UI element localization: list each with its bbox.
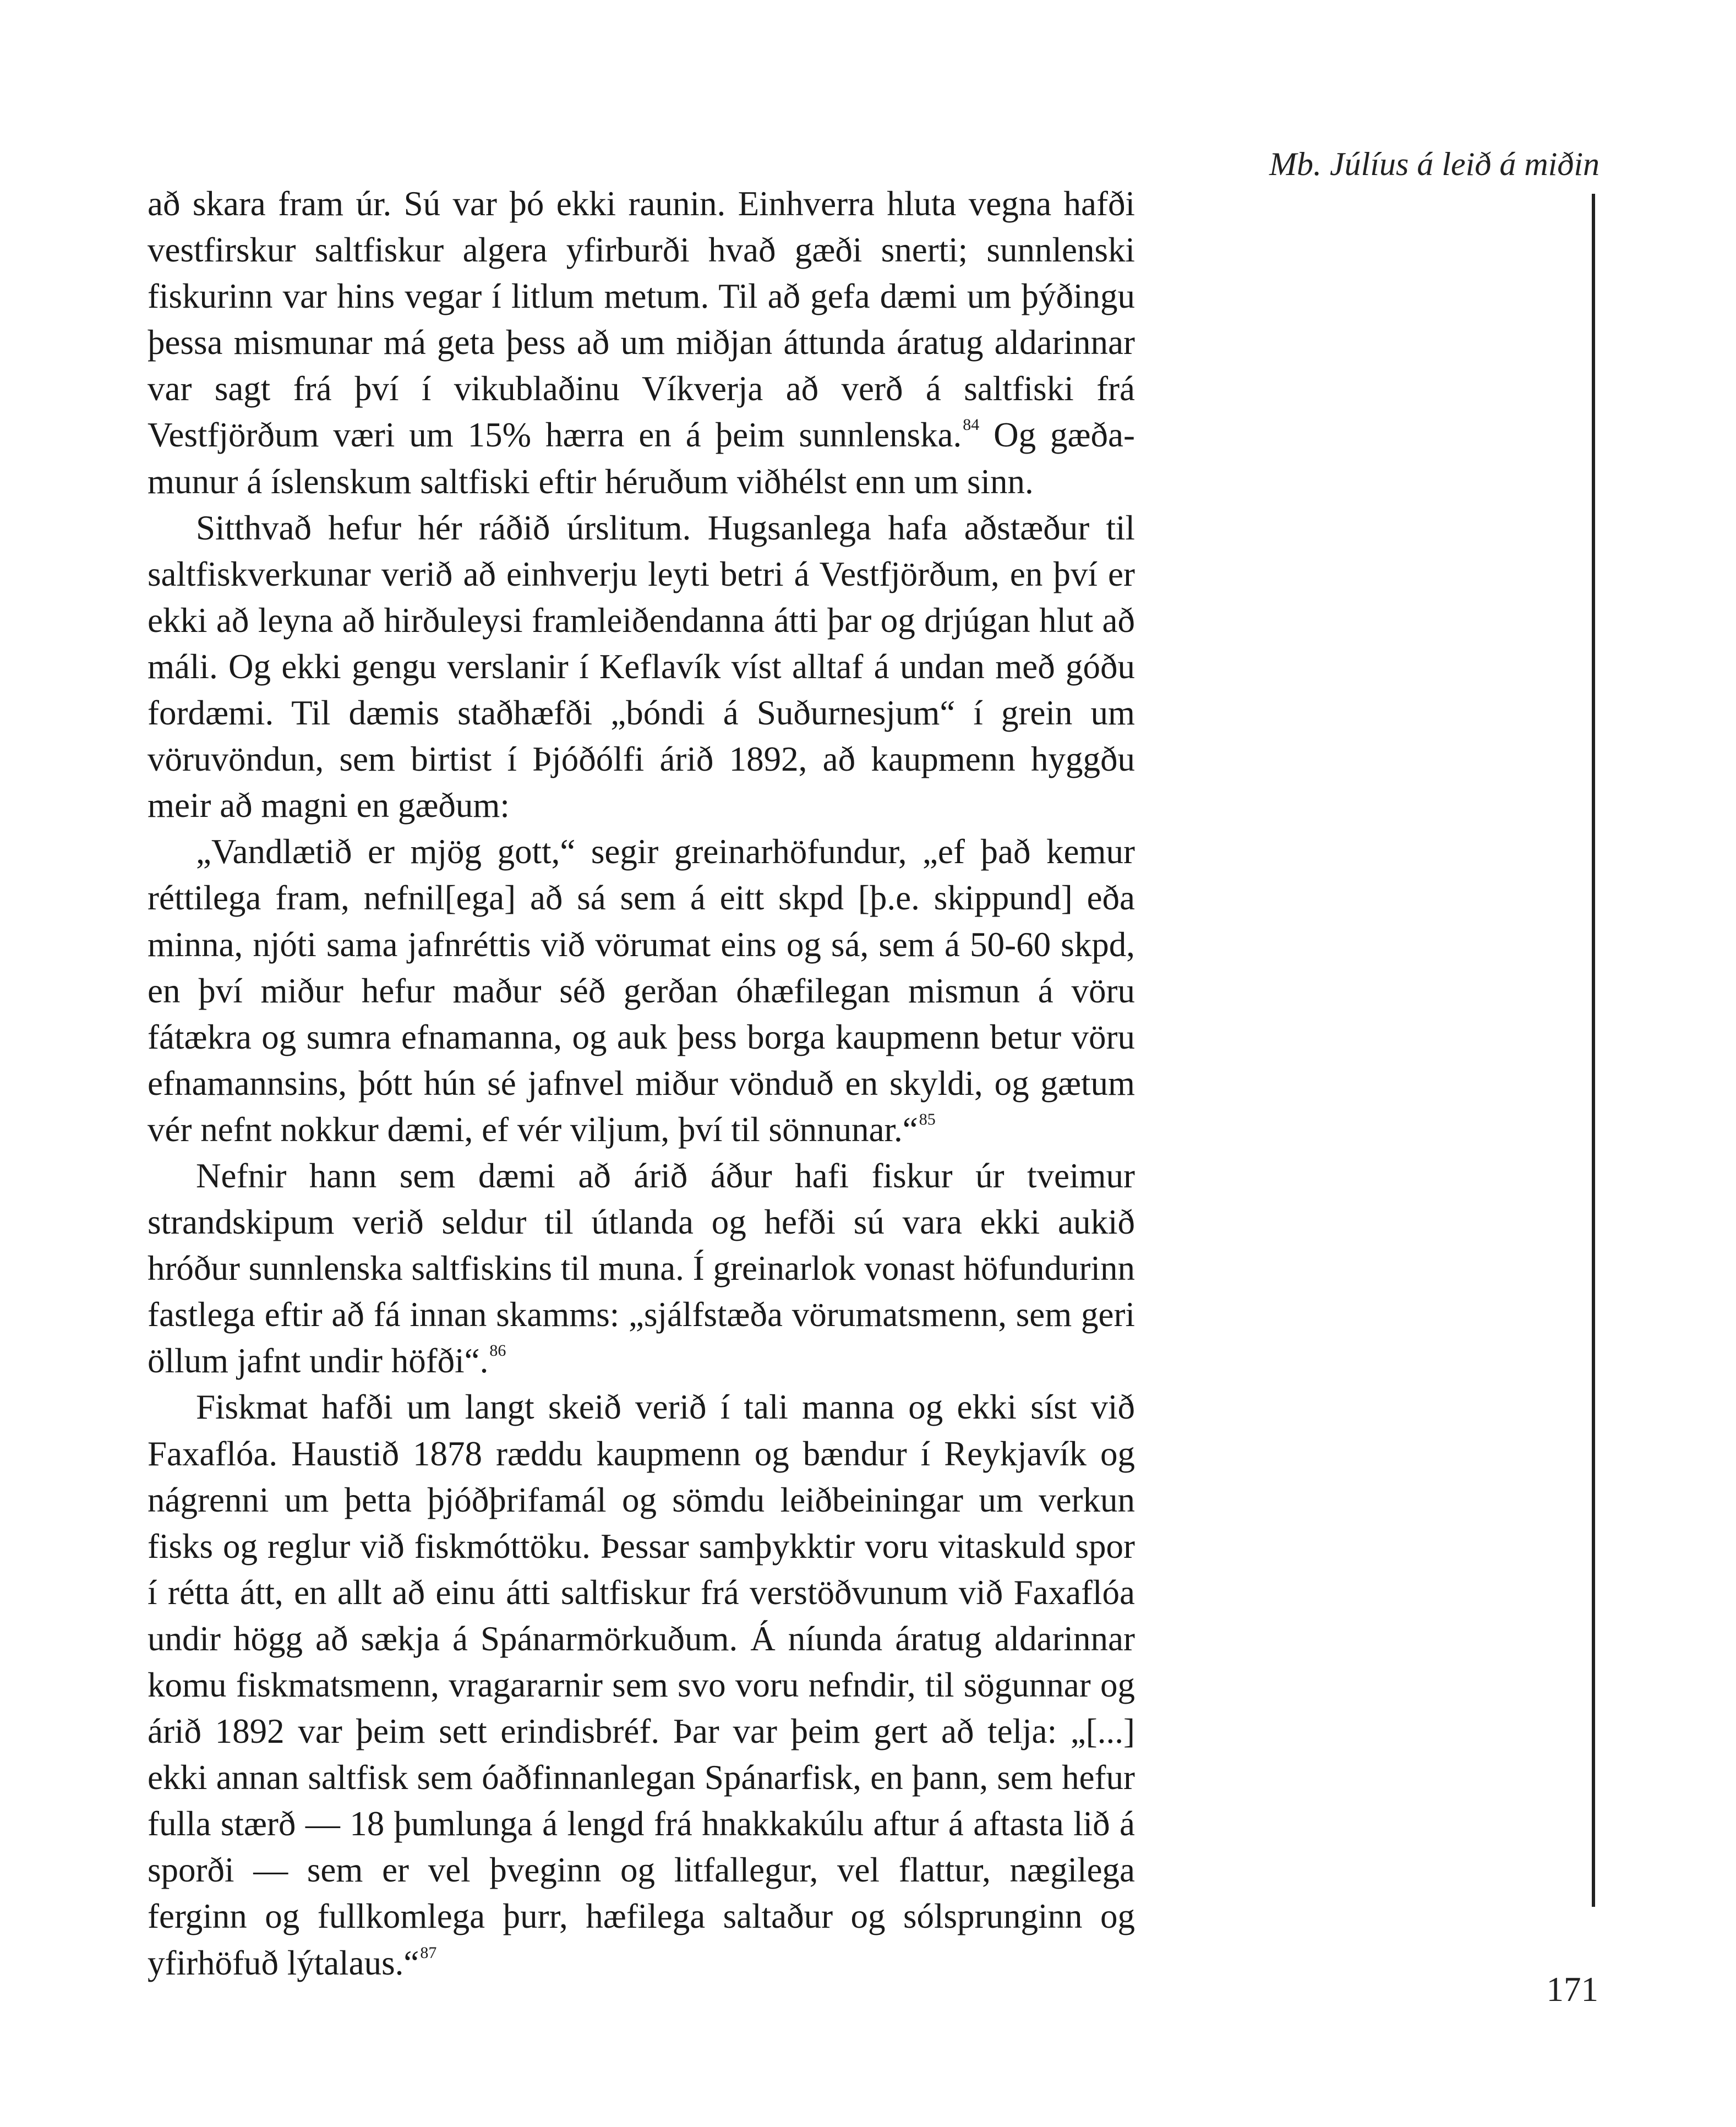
paragraph-4-text: Nefnir hann sem dæmi að árið áður hafi fiskur úr tveimur strandskipum verið seldur til útlanda og hefði sú vara ekki aukið hróður sunnlenska saltfiskins til muna. Í greinarlok vonast höfundurinn fastlega eftir að fá innan skamms: „sjálfstæða vörumatsmenn, sem geri öllum jafnt undir höfði“. xyxy=(148,1156,1135,1381)
body-text xyxy=(148,181,1135,1986)
quotation-paragraph xyxy=(148,828,1135,1153)
footnote-ref-85: 85 xyxy=(919,1110,936,1128)
paragraph-2-text: Sitthvað hefur hér ráðið úrslitum. Hugsanlega hafa aðstæður til saltfiskverkunar verið að einhverju leyti betri á Vestfjörðum, en því er ekki að leyna að hirðuleysi framleiðendanna átti þar og drjúgan hlut að máli. Og ekki gengu verslanir í Keflavík víst alltaf á undan með góðu fordæmi. Til dæmis staðhæfði „bóndi á Suðurnesjum“ í grein um vöruvöndun, sem birtist í Þjóðólfi árið 1892, að kaupmenn hyggðu meir að magni en gæðum: xyxy=(148,508,1135,825)
footnote-ref-86: 86 xyxy=(489,1341,506,1360)
paragraph-1 xyxy=(148,181,1135,505)
paragraph-2 xyxy=(148,505,1135,829)
footnote-ref-87: 87 xyxy=(420,1943,437,1962)
paragraph-1-text: að skara fram úr. Sú var þó ekki raunin. Einhverra hluta vegna hafði vestfirskur saltfiskur algera yfirburði hvað gæði snerti; sunnlenski fiskurinn var hins vegar í litlum metum. Til að gefa dæmi um þýðingu þessa mismunar má geta þess að um miðjan áttunda áratug aldarinnar var sagt frá því í vikublaðinu Víkverja að verð á saltfiski frá Vestfjörðum væri um 15% hærra en á þeim sunnlenska. xyxy=(148,184,1135,455)
paragraph-1-text-after: Og gæðamunur á íslenskum saltfiski eftir héruðum viðhélst enn um sinn. xyxy=(148,416,1136,501)
paragraph-5 xyxy=(148,1384,1135,1986)
paragraph-5-text: Fiskmat hafði um langt skeið verið í tali manna og ekki síst við Faxaflóa. Haustið 1878 ræddu kaupmenn og bændur í Reykjavík og nágrenni um þetta þjóðþrifamál og sömdu leiðbeiningar um verkun fisks og reglur við fiskmóttöku. Þessar samþykktir voru vitaskuld spor í rétta átt, en allt að einu átti saltfiskur frá verstöðvunum við Faxaflóa undir högg að sækja á Spánarmörkuðum. Á níunda áratug aldarinnar komu fiskmatsmenn, vragararnir sem svo voru nefndir, til sögunnar og árið 1892 var þeim sett erindisbréf. Þar var þeim gert að telja: „[...] ekki annan saltfisk sem óaðfinnanlegan Spánarfisk, en þann, sem hefur fulla stærð — 18 þumlunga á lengd frá hnakkakúlu aftur á aftasta lið á sporði — sem er vel þveginn og litfallegur, vel flattur, nægilega ferginn og fullkomlega þurr, hæfilega saltaður og sólsprunginn og yfirhöfuð lýtalaus.“ xyxy=(148,1388,1135,1982)
paragraph-4 xyxy=(148,1153,1135,1384)
running-head: Mb. Júlíus á leið á miðin xyxy=(1269,146,1599,182)
footnote-ref-84: 84 xyxy=(963,416,980,434)
margin-rule xyxy=(1592,194,1595,1907)
paragraph-3-text: „Vandlætið er mjög gott,“ segir greinarhöfundur, „ef það kemur réttilega fram, nefnil[ega] að sá sem á eitt skpd [þ.e. skippund] eða minna, njóti sama jafnréttis við vörumat eins og sá, sem á 50-60 skpd, en því miður hefur maður séð gerðan óhæfilegan mismun á vöru fátækra og sumra efnamanna, og auk þess borga kaupmenn betur vöru efnamannsins, þótt hún sé jafnvel miður vönduð en skyldi, og gætum vér nefnt nokkur dæmi, ef vér viljum, því til sönnunar.“ xyxy=(148,832,1135,1149)
page-number: 171 xyxy=(1546,1970,1598,2009)
